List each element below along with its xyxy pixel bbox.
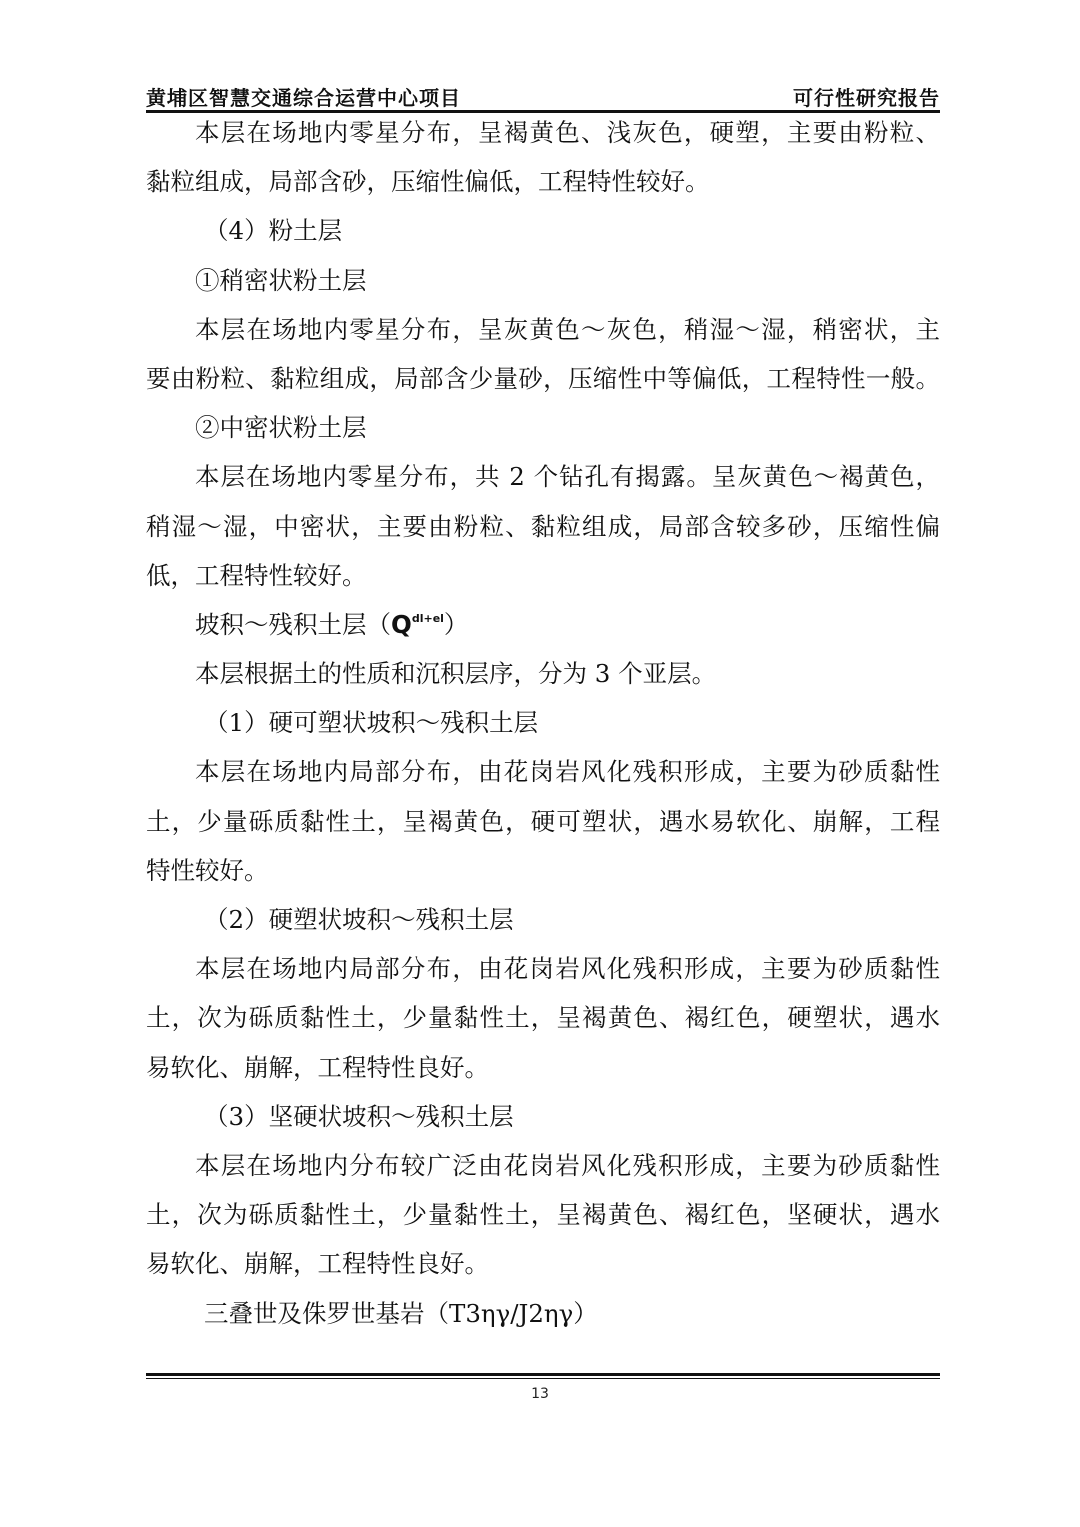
page-header: [146, 78, 940, 112]
header-project-title: 黄埔区智慧交通综合运营中心项目: [146, 86, 461, 110]
section-heading: （4）粉土层: [204, 216, 343, 246]
page-body: [146, 108, 940, 1338]
body-line: 本层根据土的性质和沉积层序，分为 3 个亚层。: [195, 659, 717, 689]
body-line: 本层在场地内局部分布，由花岗岩风化残积形成，主要为砂质黏性: [195, 757, 940, 787]
body-line: 土，少量砾质黏性土，呈褐黄色，硬可塑状，遇水易软化、崩解，工程: [146, 806, 940, 836]
section-heading: （1）硬可塑状坡积～残积土层: [204, 708, 539, 738]
subsection-heading: ①稍密状粉土层: [195, 265, 367, 295]
body-line: 特性较好。: [146, 855, 269, 885]
footer-rule-thin: [146, 1378, 940, 1379]
body-line: 低，工程特性较好。: [146, 560, 367, 590]
body-line: 本层在场地内零星分布，共 2 个钻孔有揭露。呈灰黄色～褐黄色，: [195, 462, 940, 492]
body-line: 本层在场地内分布较广泛由花岗岩风化残积形成，主要为砂质黏性: [195, 1150, 940, 1180]
body-line: 本层在场地内零星分布，呈灰黄色～灰色，稍湿～湿，稍密状，主: [195, 314, 940, 344]
body-line: 稍湿～湿，中密状，主要由粉粒、黏粒组成，局部含较多砂，压缩性偏: [146, 511, 940, 541]
footer-rule-thick: [146, 1373, 940, 1376]
body-line: 本层在场地内零星分布，呈褐黄色、浅灰色，硬塑，主要由粉粒、: [195, 118, 940, 147]
body-line: 土，次为砾质黏性土，少量黏性土，呈褐黄色、褐红色，硬塑状，遇水: [146, 1003, 940, 1033]
heading-text: 坡积～残积土层（: [195, 609, 391, 639]
subsection-heading: ②中密状粉土层: [195, 413, 367, 443]
body-line: 本层在场地内局部分布，由花岗岩风化残积形成，主要为砂质黏性: [195, 954, 940, 984]
section-heading: 三叠世及侏罗世基岩（T3ηγ/J2ηγ）: [204, 1298, 598, 1328]
body-line: 土，次为砾质黏性土，少量黏性土，呈褐黄色、褐红色，坚硬状，遇水: [146, 1200, 940, 1230]
section-heading-slope-residual: [146, 600, 940, 649]
section-heading: （2）硬塑状坡积～残积土层: [204, 905, 514, 934]
formula-letter: Q: [391, 609, 412, 639]
formula-close: ）: [443, 609, 469, 639]
section-heading: （3）坚硬状坡积～残积土层: [204, 1101, 514, 1131]
body-line: 易软化、崩解，工程特性良好。: [146, 1052, 489, 1082]
body-line: 要由粉粒、黏粒组成，局部含少量砂，压缩性中等偏低，工程特性一般。: [146, 363, 940, 393]
body-line: 黏粒组成，局部含砂，压缩性偏低，工程特性较好。: [146, 167, 710, 197]
header-report-type: 可行性研究报告: [793, 86, 940, 110]
page-number: 13: [531, 1386, 549, 1402]
body-line: 易软化、崩解，工程特性良好。: [146, 1249, 489, 1279]
formula-superscript: dl+el: [411, 611, 444, 625]
